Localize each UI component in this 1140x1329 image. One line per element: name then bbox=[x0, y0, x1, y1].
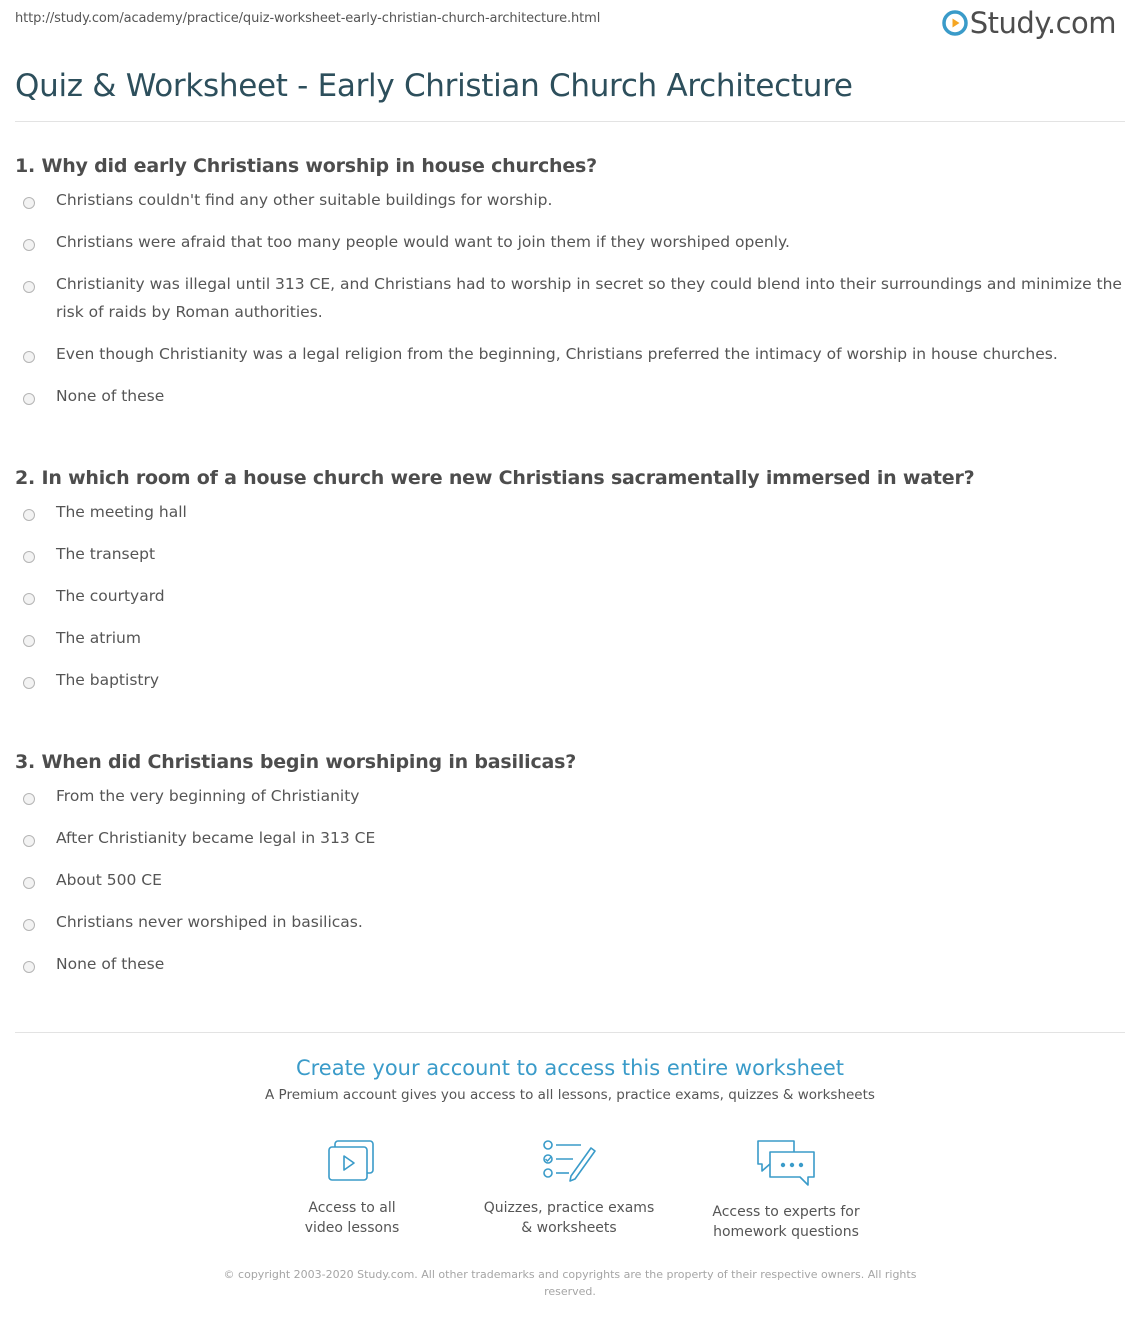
answer-option[interactable] bbox=[15, 504, 1130, 526]
radio-button[interactable] bbox=[23, 351, 35, 363]
answer-option[interactable] bbox=[15, 388, 1130, 410]
answer-option[interactable] bbox=[15, 672, 1130, 694]
answer-option[interactable] bbox=[15, 276, 1130, 326]
answer-option[interactable] bbox=[15, 192, 1130, 214]
page-url: http://study.com/academy/practice/quiz-worksheet-early-christian-church-architecture.html bbox=[15, 11, 601, 26]
radio-button[interactable] bbox=[23, 509, 35, 521]
option-text: None of these bbox=[56, 387, 165, 405]
option-text: None of these bbox=[56, 955, 165, 973]
option-text: The atrium bbox=[56, 629, 141, 647]
radio-button[interactable] bbox=[23, 593, 35, 605]
radio-button[interactable] bbox=[23, 197, 35, 209]
option-text: Christians were afraid that too many people would want to join them if they worshiped openly. bbox=[56, 233, 790, 251]
answer-option[interactable] bbox=[15, 546, 1130, 568]
question-2 bbox=[15, 467, 1130, 714]
quiz-checklist-icon bbox=[541, 1138, 597, 1184]
answer-option[interactable] bbox=[15, 788, 1130, 810]
question-title: 3. When did Christians begin worshiping in basilicas? bbox=[15, 751, 577, 773]
divider bbox=[15, 1032, 1125, 1033]
answer-option[interactable] bbox=[15, 234, 1130, 256]
radio-button[interactable] bbox=[23, 919, 35, 931]
radio-button[interactable] bbox=[23, 635, 35, 647]
question-title: 2. In which room of a house church were new Christians sacramentally immersed in water? bbox=[15, 467, 975, 489]
radio-button[interactable] bbox=[23, 877, 35, 889]
feature-experts bbox=[686, 1138, 886, 1242]
radio-button[interactable] bbox=[23, 239, 35, 251]
feature-line-2: video lessons bbox=[304, 1220, 400, 1236]
option-text: About 500 CE bbox=[56, 871, 162, 889]
option-text: The courtyard bbox=[56, 587, 165, 605]
question-title: 1. Why did early Christians worship in house churches? bbox=[15, 155, 597, 177]
chat-bubbles-icon bbox=[754, 1138, 818, 1188]
radio-button[interactable] bbox=[23, 961, 35, 973]
radio-button[interactable] bbox=[23, 835, 35, 847]
radio-button[interactable] bbox=[23, 677, 35, 689]
answer-option[interactable] bbox=[15, 956, 1130, 978]
radio-button[interactable] bbox=[23, 281, 35, 293]
feature-line-2: homework questions bbox=[713, 1224, 859, 1240]
radio-button[interactable] bbox=[23, 793, 35, 805]
option-text: Christianity was illegal until 313 CE, and Christians had to worship in secret so they could blend into their surroundings and minimize the risk of raids by Roman authorities. bbox=[56, 275, 1122, 321]
video-lessons-icon bbox=[326, 1138, 378, 1184]
option-text: From the very beginning of Christianity bbox=[56, 787, 360, 805]
radio-button[interactable] bbox=[23, 551, 35, 563]
feature-quizzes bbox=[469, 1138, 669, 1238]
option-text: Christians never worshiped in basilicas. bbox=[56, 913, 363, 931]
study-logo[interactable] bbox=[942, 6, 1116, 40]
answer-option[interactable] bbox=[15, 872, 1130, 894]
option-text: The transept bbox=[56, 545, 156, 563]
footer-line-2: reserved. bbox=[544, 1285, 596, 1298]
feature-line-1: Access to experts for bbox=[712, 1204, 860, 1220]
divider bbox=[15, 121, 1125, 122]
option-text: The meeting hall bbox=[56, 503, 187, 521]
question-1 bbox=[15, 155, 1130, 430]
answer-option[interactable] bbox=[15, 346, 1130, 368]
answer-option[interactable] bbox=[15, 588, 1130, 610]
play-circle-icon bbox=[942, 10, 968, 36]
answer-option[interactable] bbox=[15, 914, 1130, 936]
radio-button[interactable] bbox=[23, 393, 35, 405]
option-text: After Christianity became legal in 313 CE bbox=[56, 829, 376, 847]
page-title: Quiz & Worksheet - Early Christian Church Architecture bbox=[15, 68, 853, 104]
signup-cta bbox=[0, 1056, 1140, 1103]
cta-subtitle: A Premium account gives you access to all lessons, practice exams, quizzes & worksheets bbox=[265, 1087, 875, 1103]
option-text: Christians couldn't find any other suitable buildings for worship. bbox=[56, 191, 553, 209]
cta-title-link[interactable]: Create your account to access this entire worksheet bbox=[295, 1056, 845, 1080]
feature-line-2: & worksheets bbox=[521, 1220, 617, 1236]
answer-option[interactable] bbox=[15, 830, 1130, 852]
option-text: Even though Christianity was a legal religion from the beginning, Christians preferred the intimacy of worship in house churches. bbox=[56, 345, 1058, 363]
question-3 bbox=[15, 751, 1130, 998]
footer-line-1: © copyright 2003-2020 Study.com. All other trademarks and copyrights are the property of their respective owners. All rights bbox=[223, 1268, 917, 1281]
logo-text: Study.com bbox=[969, 6, 1116, 40]
option-text: The baptistry bbox=[56, 671, 160, 689]
answer-option[interactable] bbox=[15, 630, 1130, 652]
copyright-footer bbox=[0, 1266, 1140, 1300]
feature-line-1: Quizzes, practice exams bbox=[483, 1200, 655, 1216]
feature-video-lessons bbox=[252, 1138, 452, 1238]
feature-line-1: Access to all bbox=[308, 1200, 396, 1216]
